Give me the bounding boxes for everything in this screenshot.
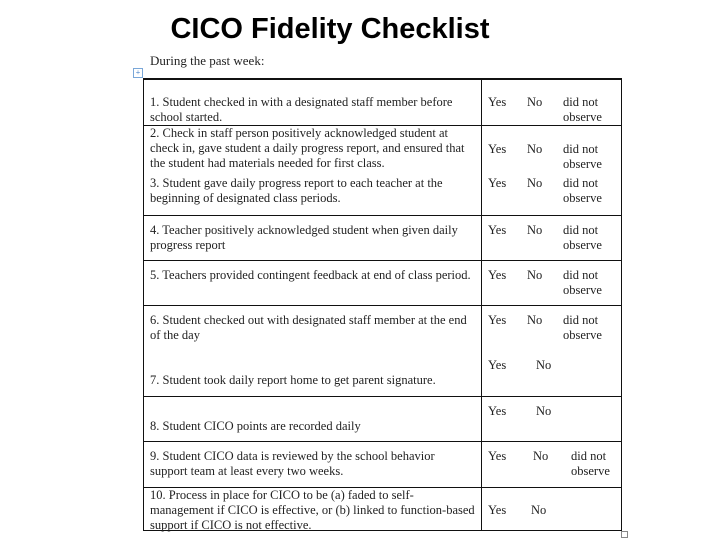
checklist-question: 4. Teacher positively acknowledged student when given daily progress report <box>150 223 458 252</box>
option-no[interactable]: No <box>527 268 543 282</box>
option-no[interactable]: No <box>527 142 543 156</box>
slide-title: CICO Fidelity Checklist <box>170 13 490 45</box>
table-move-handle-icon[interactable]: + <box>133 68 143 78</box>
option-did-not-observe[interactable]: did not observe <box>563 142 602 171</box>
option-no[interactable]: No <box>527 176 543 190</box>
checklist-row <box>144 260 621 306</box>
option-no[interactable]: No <box>527 313 543 327</box>
checklist-question: 2. Check in staff person positively acknowledged student at check in, gave student a daily progress report, and ensured that the student had materials needed for first class. <box>150 126 465 170</box>
checklist-table <box>143 78 622 531</box>
checklist-question: 6. Student checked out with designated staff member at the end of the day <box>150 313 467 342</box>
option-did-not-observe[interactable]: did not observe <box>563 176 602 205</box>
option-yes[interactable]: Yes <box>488 142 507 156</box>
checklist-row <box>144 441 621 488</box>
checklist-question: 7. Student took daily report home to get parent signature. <box>150 373 436 387</box>
checklist-row <box>144 171 621 215</box>
intro-text: During the past week: <box>150 53 265 68</box>
option-no[interactable]: No <box>531 503 547 517</box>
option-yes[interactable]: Yes <box>488 268 507 282</box>
option-no[interactable]: No <box>536 404 552 418</box>
option-no[interactable]: No <box>536 358 552 372</box>
checklist-question: 5. Teachers provided contingent feedback at end of class period. <box>150 268 471 282</box>
checklist-question: 1. Student checked in with a designated staff member before school started. <box>150 95 453 124</box>
option-yes[interactable]: Yes <box>488 176 507 190</box>
option-yes[interactable]: Yes <box>488 358 507 372</box>
option-no[interactable]: No <box>527 223 543 237</box>
checklist-row <box>144 305 621 351</box>
option-did-not-observe[interactable]: did not observe <box>563 268 602 297</box>
option-yes[interactable]: Yes <box>488 503 507 517</box>
option-yes[interactable]: Yes <box>488 313 507 327</box>
checklist-question: 8. Student CICO points are recorded daily <box>150 419 361 433</box>
checklist-question: 9. Student CICO data is reviewed by the school behavior support team at least every two weeks. <box>150 449 435 478</box>
checklist-question: 3. Student gave daily progress report to each teacher at the beginning of designated class periods. <box>150 176 443 205</box>
checklist-row <box>144 350 621 396</box>
option-no[interactable]: No <box>533 449 549 463</box>
option-yes[interactable]: Yes <box>488 449 507 463</box>
option-did-not-observe[interactable]: did not observe <box>563 95 602 124</box>
option-did-not-observe[interactable]: did not observe <box>563 223 602 252</box>
checklist-row <box>144 396 621 442</box>
checklist-row <box>144 125 621 172</box>
checklist-question: 10. Process in place for CICO to be (a) faded to self-management if CICO is effective, or (b) linked to function-based support if CICO is not effective. <box>150 488 475 532</box>
checklist-row <box>144 79 621 126</box>
option-yes[interactable]: Yes <box>488 223 507 237</box>
option-did-not-observe[interactable]: did not observe <box>571 449 610 478</box>
checklist-row <box>144 487 621 533</box>
table-resize-handle-icon[interactable] <box>621 531 628 538</box>
checklist-row <box>144 215 621 261</box>
option-no[interactable]: No <box>527 95 543 109</box>
option-yes[interactable]: Yes <box>488 404 507 418</box>
option-did-not-observe[interactable]: did not observe <box>563 313 602 342</box>
option-yes[interactable]: Yes <box>488 95 507 109</box>
